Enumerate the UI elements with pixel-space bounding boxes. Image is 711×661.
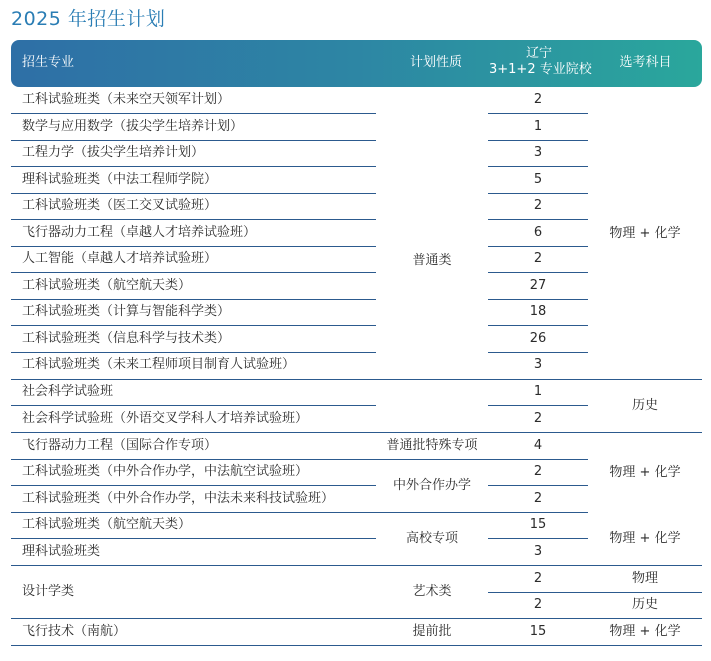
subjects-physics-chemistry: 物理 + 化学 [609, 465, 681, 480]
plan-count: 2 [533, 251, 543, 266]
group-divider [11, 379, 702, 380]
row-divider [488, 405, 588, 406]
row-divider [488, 166, 588, 167]
row-divider [11, 299, 376, 300]
major-name: 工科试验班类（航空航天类） [22, 278, 192, 293]
major-name: 飞行器动力工程（国际合作专项） [22, 438, 218, 453]
plan-count: 2 [533, 597, 543, 612]
plan-nature-university-special: 高校专项 [405, 531, 458, 546]
plan-count: 2 [533, 464, 543, 479]
plan-count: 27 [529, 278, 547, 293]
group-divider [11, 432, 702, 433]
major-name: 理科试验班类（中法工程师学院） [22, 172, 218, 187]
header-major: 招生专业 [22, 55, 75, 70]
group-divider [11, 565, 702, 566]
major-name: 数学与应用数学（拔尖学生培养计划） [22, 119, 244, 134]
row-divider [488, 325, 588, 326]
row-divider [488, 592, 702, 593]
plan-count: 15 [529, 624, 547, 639]
major-name: 工科试验班类（航空航天类） [22, 517, 192, 532]
header-liaoning-province: 辽宁 [525, 46, 552, 61]
plan-count: 2 [533, 571, 543, 586]
row-divider [488, 219, 588, 220]
plan-count: 1 [533, 119, 543, 134]
header-liaoning [489, 46, 592, 78]
major-name: 设计学类 [22, 584, 75, 599]
row-divider [11, 219, 376, 220]
row-divider [488, 272, 588, 273]
major-name: 工科试验班类（中外合作办学，中法未来科技试验班） [22, 491, 335, 506]
plan-count: 3 [533, 544, 543, 559]
major-name: 工科试验班类（未来空天领军计划） [22, 92, 231, 107]
row-divider [11, 272, 376, 273]
row-divider [488, 352, 588, 353]
row-divider [488, 485, 588, 486]
table-header [11, 40, 702, 87]
plan-count: 2 [533, 92, 543, 107]
plan-count: 1 [533, 384, 543, 399]
row-divider [488, 113, 588, 114]
subjects-physics-chemistry: 物理 + 化学 [609, 531, 681, 546]
row-divider [488, 299, 588, 300]
row-divider [11, 193, 376, 194]
row-divider [11, 405, 376, 406]
page-title: 2025 年招生计划 [11, 8, 166, 30]
group-divider [11, 618, 702, 619]
header-plan-nature: 计划性质 [409, 55, 462, 70]
major-name: 工科试验班类（医工交叉试验班） [22, 198, 218, 213]
major-name: 飞行器动力工程（卓越人才培养试验班） [22, 225, 257, 240]
major-name: 理科试验班类 [22, 544, 101, 559]
major-name: 社会科学试验班 [22, 384, 114, 399]
major-name: 工科试验班类（中外合作办学，中法航空试验班） [22, 464, 309, 479]
row-divider [376, 459, 588, 460]
row-divider [11, 166, 376, 167]
major-name: 工程力学（拔尖学生培养计划） [22, 145, 205, 160]
header-subjects: 选考科目 [619, 55, 672, 70]
row-divider [11, 325, 376, 326]
subjects-physics-chemistry: 物理 + 化学 [609, 624, 681, 639]
header-liaoning-mode: 3+1+2 专业院校 [489, 62, 592, 77]
subjects-physics-chemistry: 物理 + 化学 [609, 226, 681, 241]
row-divider [488, 246, 588, 247]
plan-nature-special: 普通批特殊专项 [386, 438, 478, 453]
row-divider [11, 113, 376, 114]
row-divider [11, 246, 376, 247]
plan-count: 3 [533, 357, 543, 372]
row-divider [11, 512, 588, 513]
row-divider [488, 193, 588, 194]
subjects-history: 历史 [631, 398, 658, 413]
plan-count: 2 [533, 411, 543, 426]
plan-nature-sino-foreign: 中外合作办学 [392, 478, 471, 493]
subjects-physics: 物理 [631, 571, 658, 586]
subjects-history: 历史 [631, 597, 658, 612]
plan-count: 15 [529, 517, 547, 532]
plan-count: 2 [533, 198, 543, 213]
major-name: 社会科学试验班（外语交叉学科人才培养试验班） [22, 411, 309, 426]
plan-count: 6 [533, 225, 543, 240]
row-divider [11, 538, 376, 539]
row-divider [11, 140, 376, 141]
row-divider [488, 140, 588, 141]
table-bottom-line [11, 645, 702, 646]
plan-count: 18 [529, 304, 547, 319]
major-name: 工科试验班类（未来工程师项目制育人试验班） [22, 357, 296, 372]
plan-count: 4 [533, 438, 543, 453]
major-name: 飞行技术（南航） [22, 624, 127, 639]
plan-nature-arts: 艺术类 [412, 584, 452, 599]
plan-nature-regular: 普通类 [412, 253, 452, 268]
row-divider [488, 538, 588, 539]
plan-count: 26 [529, 331, 547, 346]
major-name: 人工智能（卓越人才培养试验班） [22, 251, 218, 266]
plan-count: 5 [533, 172, 543, 187]
major-name: 工科试验班类（计算与智能科学类） [22, 304, 231, 319]
major-name: 工科试验班类（信息科学与技术类） [22, 331, 231, 346]
plan-count: 2 [533, 491, 543, 506]
row-divider [11, 459, 376, 460]
row-divider [11, 352, 376, 353]
plan-nature-early: 提前批 [412, 624, 452, 639]
row-divider [11, 485, 376, 486]
plan-count: 3 [533, 145, 543, 160]
